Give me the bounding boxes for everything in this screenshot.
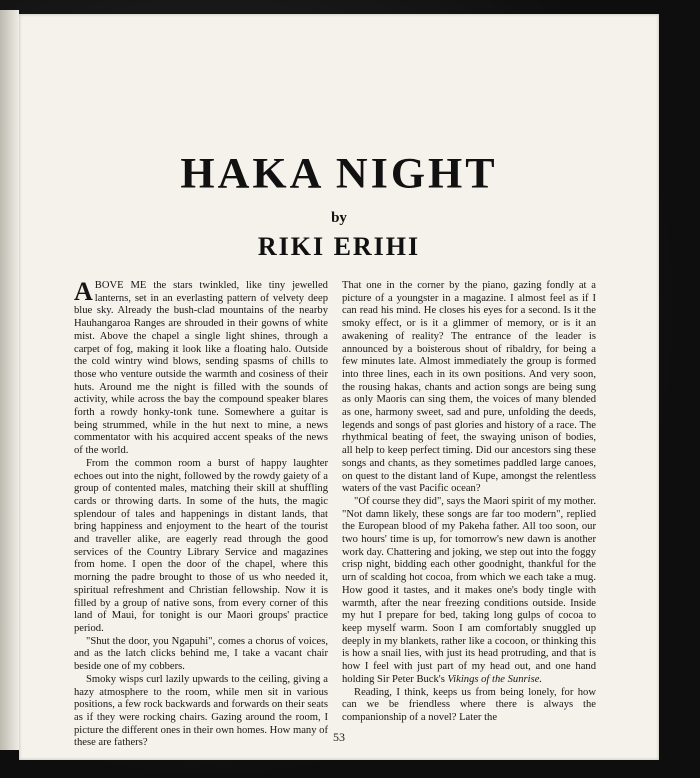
article-title: HAKA NIGHT (180, 149, 498, 198)
right-column (342, 280, 596, 725)
paragraph: "Shut the door, you Ngapuhi", comes a chorus of voices, and as the latch clicks behind me, I take a vacant chair beside one of my cobbers. (74, 635, 328, 673)
previous-page-edge (0, 10, 19, 750)
paragraph: From the common room a burst of happy laughter echoes out into the night, followed by the rowdy gaiety of a group of contented males, matching their skill at shuffling cards or throwing darts. In some of the huts, the magic splendour of tales and happenings in distant lands, that bring happiness and enjoyment to the heart of the tourist and traveller alike, are eagerly read through the good services of the Country Library Service and magazines from home. I open the door of the chapel, where this morning the padre brought to those of us who needed it, spiritual refreshment and Christian fellowship. Now it is filled by a group of native sons, from every corner of this land of Maui, for tonight is our Maori groups' practice period. (74, 457, 328, 634)
author-name: RIKI ERIHI (257, 232, 421, 261)
book-title: Vikings of the Sunrise. (447, 673, 543, 685)
byline: by (331, 210, 347, 226)
paragraph: Reading, I think, keeps us from being lonely, for how can we be friendless where there is always the companionship of a novel? Later the (342, 686, 596, 723)
lead-in-smallcaps: BOVE ME (94, 280, 147, 291)
paragraph (74, 277, 328, 458)
page-number: 53 (333, 730, 345, 744)
magazine-page (19, 14, 659, 760)
drop-cap: A (74, 277, 93, 306)
paragraph (342, 496, 596, 687)
paragraph-text: the stars twinkled, like tiny jewelled lanterns, set in an everlasting pattern of velvety deep blue sky. Already the bush-clad mountains of the nearby Hauhangaroa Ranges are shrouded in their gowns of white mist. Above the chapel a single light shines, through a carpet of fog, making it look like a floating halo. Outside the cold wintry wind blows, sending spasms of chills to those who venture outside the warmth and cosiness of their huts. Around me the night is filled with the sounds of activity, while across the bay the compound speaker blares forth a rowdy honky-tonk tune. Somewhere a guitar is being strummed, while in the hut next to mine, a news commentator with his acquired accent speaks of the news of the world. (74, 280, 328, 457)
paragraph-text: "Of course they did", says the Maori spirit of my mother. "Not damn likely, these songs are far too modern", replied the European blood of my Pakeha father. All too soon, our two hours' time is up, for tomorrow's new dawn is another work day. Chattering and joking, we step out into the foggy crisp night, bidding each other goodnight, thankful for the urn of scalding hot cocoa, from which we each take a mug. How good it tastes, and it makes one's body tingle with warmth, after the near freezing conditions outside. Inside my hut I prepare for bed, taking long gulps of cocoa to keep myself warm. Soon I am comfortably snuggled up deeply in my blankets, rather like a cocoon, or thinking this is how a snail lies, with just its head protruding, and that is how I feel with just part of my head out, and one hand holding Sir Peter Buck's (342, 495, 596, 685)
paragraph: Smoky wisps curl lazily upwards to the ceiling, giving a hazy atmosphere to the room, while men sit in various positions, a few rock backwards and forwards on their seats as if they were rocking chairs. Gazing around the room, I picture the different ones in their own homes. How many of these are fathers? (74, 673, 328, 749)
left-column (74, 277, 328, 750)
paragraph: That one in the corner by the piano, gazing fondly at a picture of a youngster in a magazine. I almost feel as if I can read his mind. He closes his eyes for a second. Is it the smoky effect, or is it a glimmer of memory, or is it an awakening of reality? The entrance of the leader is announced by a boisterous shout of ribaldry, for being a few minutes late. Almost immediately the group is formed into three lines, each in its own positions. And very soon, the rousing hakas, chants and action songs are being sung as only Maoris can sing them, the voices of many blended as one, harmony sweet, sad and pure, unfolding the deeds, legends and songs of past glories and history of a race. The rhythmical beating of feet, the swaying unison of bodies, all help to keep perfect timing. Did our ancestors sing these songs and chants, as they sometimes paddled large canoes, on quest to the distant land of Kupe, amongst the relentless waters of the vast Pacific ocean? (342, 280, 596, 495)
